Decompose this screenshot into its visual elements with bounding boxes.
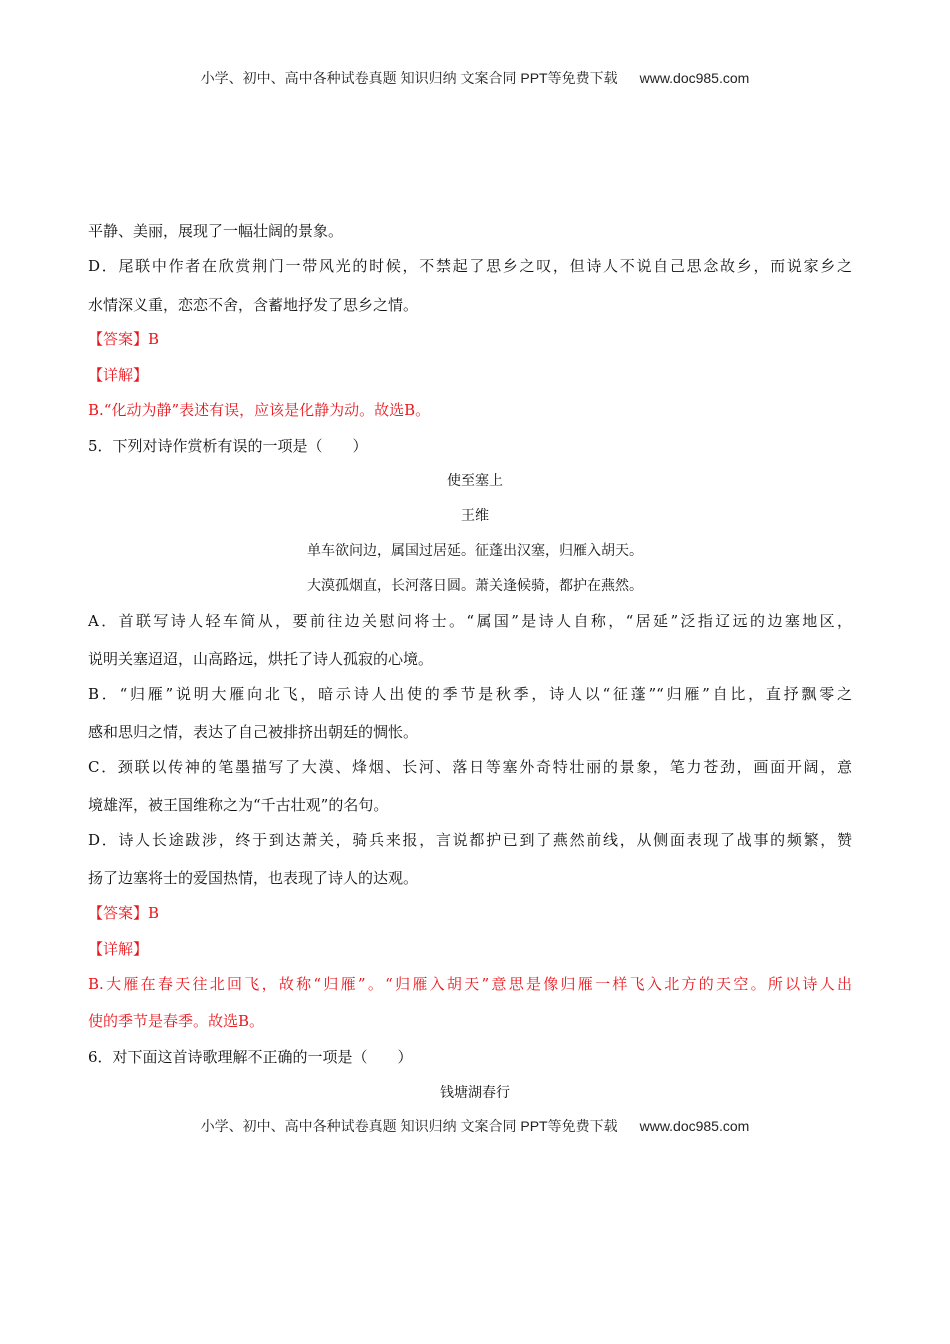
- option-d-line: 扬了边塞将士的爱国热情，也表现了诗人的达观。: [88, 869, 419, 887]
- detail-text: 使的季节是春季。故选B。: [88, 1012, 265, 1030]
- option-d-line: D．尾联中作者在欣赏荆门一带风光的时候，不禁起了思乡之叹，但诗人不说自己思念故乡，而说家乡之: [88, 257, 852, 275]
- poem-line: 单车欲问边，属国过居延。征蓬出汉塞，归雁入胡天。: [307, 543, 643, 559]
- header-url[interactable]: www.doc985.com: [639, 70, 750, 86]
- option-d-line: 水情深义重，恋恋不舍，含蓄地抒发了思乡之情。: [88, 296, 419, 314]
- question-5: 5．下列对诗作赏析有误的一项是（ ）: [88, 437, 368, 455]
- option-b-line: 感和思归之情，表达了自己被排挤出朝廷的惆怅。: [88, 723, 419, 741]
- paragraph-line: 平静、美丽，展现了一幅壮阔的景象。: [88, 222, 344, 240]
- answer-label: 【答案】B: [88, 330, 160, 348]
- poem-author: 王维: [461, 508, 489, 524]
- option-b-line: B．“归雁”说明大雁向北飞，暗示诗人出使的季节是秋季，诗人以“征蓬”“归雁”自比，直抒飘零之: [88, 685, 852, 703]
- question-6: 6．对下面这首诗歌理解不正确的一项是（ ）: [88, 1048, 413, 1066]
- page-header: [0, 68, 950, 88]
- footer-text: 小学、初中、高中各种试卷真题 知识归纳 文案合同 PPT等免费下载: [200, 1118, 618, 1134]
- detail-label: 【详解】: [88, 366, 149, 384]
- detail-text: B.大雁在春天往北回飞，故称“归雁”。“归雁入胡天”意思是像归雁一样飞入北方的天空。所以诗人出: [88, 975, 852, 993]
- option-d-line: D．诗人长途跋涉，终于到达萧关，骑兵来报，言说都护已到了燕然前线，从侧面表现了战事的频繁，赞: [88, 831, 852, 849]
- detail-label: 【详解】: [88, 940, 149, 958]
- option-a-line: 说明关塞迢迢，山高路远，烘托了诗人孤寂的心境。: [88, 650, 434, 668]
- poem-title: 钱塘湖春行: [440, 1085, 510, 1101]
- poem-title: 使至塞上: [447, 473, 503, 489]
- header-text: 小学、初中、高中各种试卷真题 知识归纳 文案合同 PPT等免费下载: [200, 70, 618, 86]
- poem-line: 大漠孤烟直，长河落日圆。萧关逢候骑，都护在燕然。: [307, 578, 643, 594]
- answer-label: 【答案】B: [88, 904, 160, 922]
- option-c-line: 境雄浑，被王国维称之为“千古壮观”的名句。: [88, 796, 389, 814]
- footer-url[interactable]: www.doc985.com: [639, 1118, 750, 1134]
- option-a-line: A．首联写诗人轻车简从，要前往边关慰问将士。“属国”是诗人自称，“居延”泛指辽远的边塞地区，: [88, 612, 852, 630]
- detail-text: B.“化动为静”表述有误，应该是化静为动。故选B。: [88, 401, 431, 419]
- page-footer: [0, 1116, 950, 1136]
- option-c-line: C．颈联以传神的笔墨描写了大漠、烽烟、长河、落日等塞外奇特壮丽的景象，笔力苍劲，画面开阔，意: [88, 758, 852, 776]
